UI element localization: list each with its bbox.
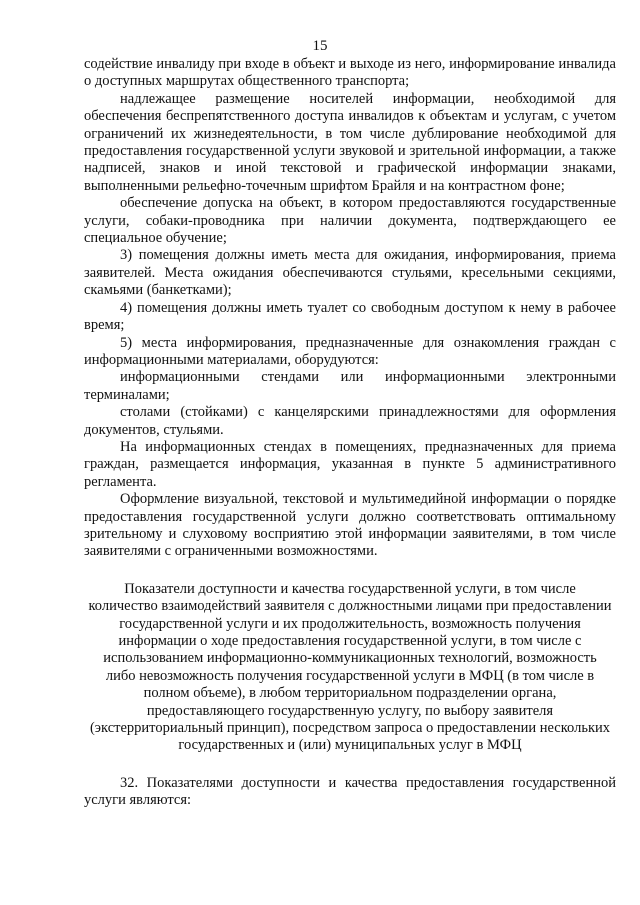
paragraph: На информационных стендах в помещениях, предназначенных для приема граждан, размещается информация, указанная в пункте 5 административного регламента.: [84, 438, 616, 490]
paragraph: столами (стойками) с канцелярскими принадлежностями для оформления документов, стульями.: [84, 404, 616, 438]
paragraph: 4) помещения должны иметь туалет со свободным доступом к нему в рабочее время;: [84, 299, 616, 334]
document-body: [84, 56, 616, 810]
paragraph: информационными стендами или информационными электронными терминалами;: [84, 369, 616, 403]
page-number: 15: [312, 38, 328, 54]
section-heading: Показатели доступности и качества государственной услуги, в том числе количество взаимодействий заявителя с должностными лицами при предоставлении государственной услуги и их продолжительность, возможность получения информации о ходе предоставления государственной услуги, в том числе с использованием информационно-коммуникационных технологий, возможность либо невозможность получения государственной услуги в МФЦ (в том числе в полном объеме), в любом территориальном подразделении органа, предоставляющего государственную услугу, по выбору заявителя (экстерриториальный принцип), посредством запроса о предоставлении нескольких государственных и (или) муниципальных услуг в МФЦ: [88, 580, 612, 754]
paragraph: 3) помещения должны иметь места для ожидания, информирования, приема заявителей. Места ожидания обеспечиваются стульями, кресельными секциями, скамьями (банкетками);: [84, 247, 616, 299]
paragraph: надлежащее размещение носителей информации, необходимой для обеспечения беспрепятственного доступа инвалидов к объектам и услугам, с учетом ограничений их жизнедеятельности, в том числе дублирование необходимой для предоставления государственной услуги звуковой и зрительной информации, а также надписей, знаков и иной текстовой и графической информации знаками, выполненными рельефно-точечным шрифтом Брайля и на контрастном фоне;: [84, 90, 616, 194]
paragraph: содействие инвалиду при входе в объект и выходе из него, информирование инвалида о доступных маршрутах общественного транспорта;: [84, 56, 616, 90]
paragraph: Оформление визуальной, текстовой и мультимедийной информации о порядке предоставления государственной услуги должно соответствовать оптимальному зрительному и слуховому восприятию этой информации заявителями, в том числе заявителями с ограниченными возможностями.: [84, 491, 616, 560]
paragraph: 5) места информирования, предназначенные для ознакомления граждан с информационными материалами, оборудуются:: [84, 334, 616, 368]
paragraph: 32. Показателями доступности и качества предоставления государственной услуги являются:: [84, 774, 616, 809]
paragraph: обеспечение допуска на объект, в котором предоставляются государственные услуги, собаки-проводника при наличии документа, подтверждающего ее специальное обучение;: [84, 195, 616, 247]
